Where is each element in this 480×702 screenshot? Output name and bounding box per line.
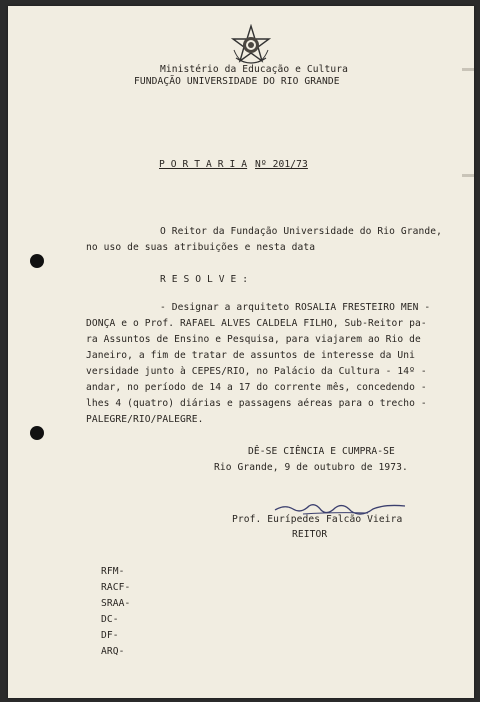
closing-formula: DÊ-SE CIÊNCIA E CUMPRA-SE (248, 446, 395, 457)
place-and-date: Rio Grande, 9 de outubro de 1973. (214, 462, 408, 473)
body-line: lhes 4 (quatro) diárias e passagens aéreas para o trecho - (86, 398, 427, 409)
document-page (8, 6, 474, 698)
punch-hole (30, 426, 44, 440)
body-line: andar, no período de 14 a 17 do corrente mês, concedendo - (86, 382, 427, 393)
document-number: Nº 201/73 (255, 159, 308, 170)
distribution-item: ARQ- (101, 646, 125, 657)
distribution-item: DF- (101, 630, 119, 641)
distribution-item: RFM- (101, 566, 125, 577)
body-line: ra Assuntos de Ensino e Pesquisa, para viajarem ao Rio de (86, 334, 421, 345)
body-line: DONÇA e o Prof. RAFAEL ALVES CALDELA FILHO, Sub-Reitor pa- (86, 318, 427, 329)
foundation-name: FUNDAÇÃO UNIVERSIDADE DO RIO GRANDE (134, 76, 340, 87)
distribution-item: SRAA- (101, 598, 131, 609)
edge-mark (462, 174, 474, 177)
punch-hole (30, 254, 44, 268)
body-line: PALEGRE/RIO/PALEGRE. (86, 414, 204, 425)
ministry-name: Ministério da Educação e Cultura (160, 64, 349, 75)
intro-line: no uso de suas atribuições e nesta data (86, 242, 316, 253)
edge-mark (462, 68, 474, 71)
signatory-name: Prof. Eurípedes Falcão Vieira (232, 514, 403, 525)
resolve-heading: R E S O L V E : (160, 274, 249, 285)
body-line: - Designar a arquiteto ROSALIA FRESTEIRO MEN - (160, 302, 431, 313)
intro-line: O Reitor da Fundação Universidade do Rio Grande, (160, 226, 443, 237)
body-line: versidade junto à CEPES/RIO, no Palácio da Cultura - 14º - (86, 366, 427, 377)
distribution-item: DC- (101, 614, 119, 625)
body-line: Janeiro, a fim de tratar de assuntos de interesse da Uni (86, 350, 416, 361)
document-title: P O R T A R I A (159, 159, 248, 170)
distribution-item: RACF- (101, 582, 131, 593)
signatory-title: REITOR (292, 529, 328, 540)
national-coat-of-arms-seal (230, 24, 272, 66)
